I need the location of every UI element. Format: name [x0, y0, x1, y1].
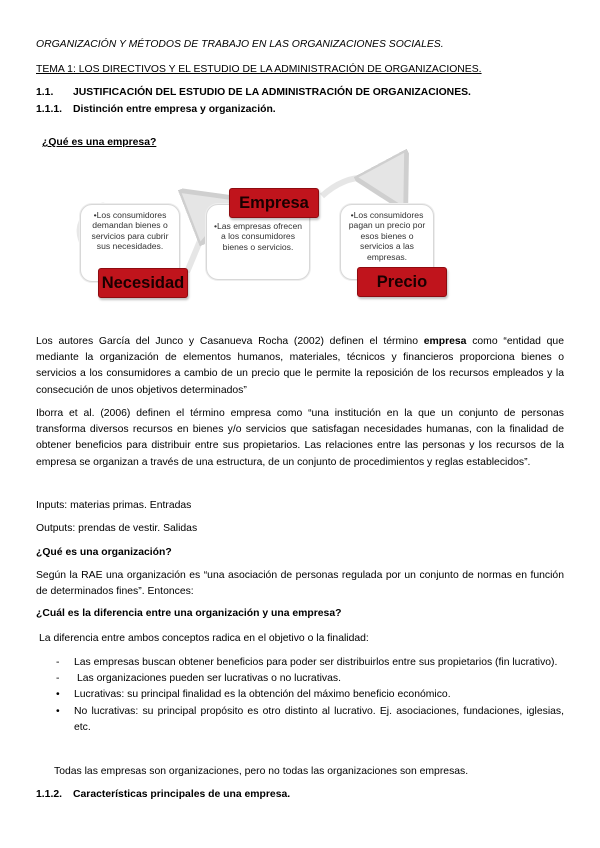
section-1-1-2-heading [36, 788, 290, 801]
outputs-line: Outputs: prendas de vestir. Salidas [36, 523, 198, 534]
note-necesidad: •Los consumidores demandan bienes o servicios para cubrir sus necesidades. [80, 204, 180, 282]
arrow-empresa-to-precio [322, 178, 400, 200]
section-title: JUSTIFICACIÓN DEL ESTUDIO DE LA ADMINISTRACIÓN DE ORGANIZACIONES. [73, 87, 471, 98]
theme-title: TEMA 1: LOS DIRECTIVOS Y EL ESTUDIO DE LA ADMINISTRACIÓN DE ORGANIZACIONES. [36, 64, 482, 75]
note-empresa: •Las empresas ofrecen a los consumidores bienes o servicios. [206, 204, 310, 280]
note-precio: •Los consumidores pagan un precio por esos bienes o servicios a las empresas. [340, 204, 434, 280]
difference-intro: La diferencia entre ambos conceptos radica en el objetivo o la finalidad: [39, 633, 369, 644]
node-necesidad: Necesidad [98, 268, 188, 298]
paragraph-rae: Según la RAE una organización es “una asociación de personas regulada por un conjunto de normas en función de determinados fines”. Entonces: [36, 570, 564, 598]
section-title: Características principales de una empresa. [73, 789, 291, 800]
inputs-line: Inputs: materias primas. Entradas [36, 500, 192, 511]
node-empresa: Empresa [229, 188, 319, 218]
section-number: 1.1. [36, 87, 54, 98]
list-item [52, 671, 564, 687]
list-item [52, 704, 564, 736]
question-empresa: ¿Qué es una empresa? [42, 137, 157, 148]
section-number: 1.1.2. [36, 789, 62, 800]
list-marker: - [56, 673, 60, 685]
section-number: 1.1.1. [36, 104, 62, 115]
conclusion: Todas las empresas son organizaciones, pero no todas las organizaciones son empresas. [54, 766, 469, 777]
section-1-1-heading [36, 86, 471, 99]
question-organizacion: ¿Qué es una organización? [36, 547, 172, 558]
paragraph-definition-1 [36, 334, 564, 399]
list-marker: • [56, 689, 60, 701]
paragraph-definition-2: Iborra et al. (2006) definen el término empresa como “una institución en la que un conjunto de personas transforma diversos recursos en bienes y/o servicios que satisfagan necesidades humanas, con la finalidad de obtener beneficios para distribuir entre sus propietarios. Las relaciones entre las personas y los recursos de la empresa se organizan a través de una estructura, de un conjunto de procedimientos y reglas establecidos”. [36, 408, 564, 468]
para1-text: Los autores García del Junco y Casanueva Rocha (2002) definen el término [36, 336, 424, 347]
para1-text-end: como “entidad que mediante la organización de elementos humanos, materiales, técnicos y financieros proporciona bienes o servicios a los consumidores a cambio de un precio que le permite la reposición de los recursos empleados y la consecución de unos objetivos determinados” [36, 336, 564, 396]
list-item-text: Lucrativas: su principal finalidad es la obtención del máximo beneficio económico. [74, 689, 451, 701]
list-marker: - [56, 657, 60, 668]
list-marker: • [56, 705, 60, 717]
para1-bold-term: empresa [423, 336, 467, 347]
list-item-text: Las organizaciones pueden ser lucrativas o no lucrativas. [77, 673, 341, 685]
node-precio: Precio [357, 267, 447, 297]
difference-list [52, 655, 564, 736]
list-item [52, 687, 564, 703]
list-item-text: Las empresas buscan obtener beneficios para poder ser distribuirlos entre sus propietarios (fin lucrativo). [74, 657, 558, 668]
list-item [52, 655, 564, 671]
question-diferencia: ¿Cuál es la diferencia entre una organización y una empresa? [36, 608, 342, 619]
list-item-text: No lucrativas: su principal propósito es otro distinto al lucrativo. Ej. asociaciones, fundaciones, iglesias, etc. [74, 705, 564, 733]
section-1-1-1-heading [36, 103, 276, 116]
course-title: ORGANIZACIÓN Y MÉTODOS DE TRABAJO EN LAS ORGANIZACIONES SOCIALES. [36, 39, 444, 50]
section-title: Distinción entre empresa y organización. [73, 104, 276, 115]
